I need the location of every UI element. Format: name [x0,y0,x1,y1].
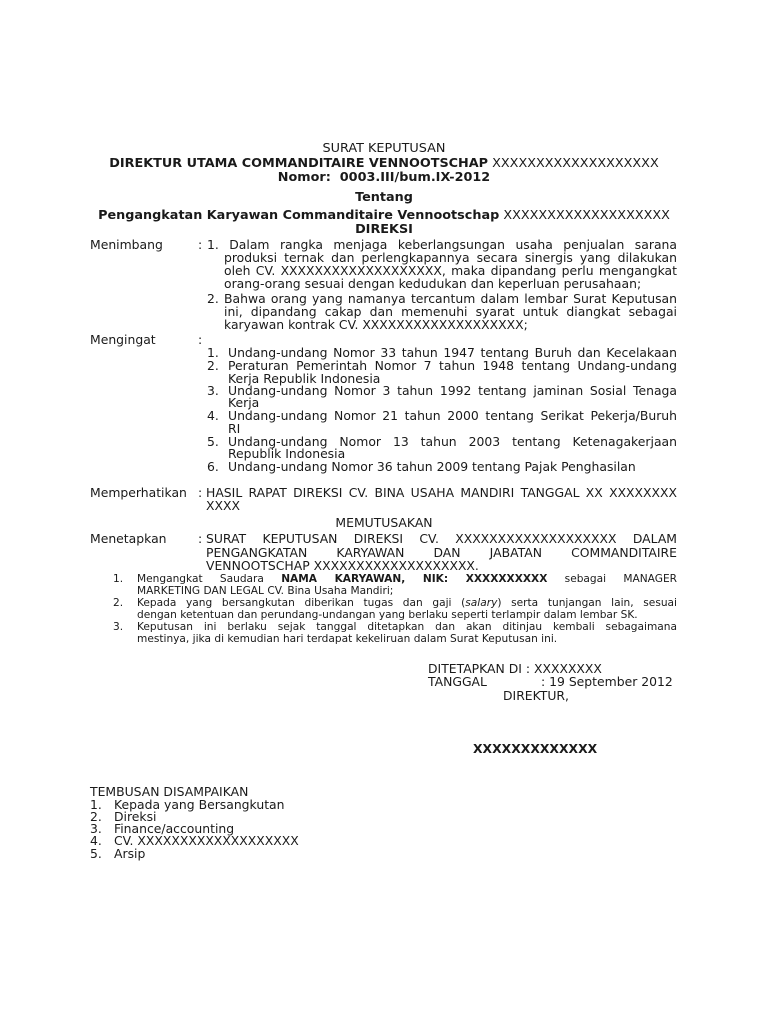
decision-2-post: ) serta tunjangan lain, sesuai [497,597,677,609]
tembusan-num-5: 5. [90,846,102,861]
mengingat-item-6-line1: Undang-undang Nomor 36 tahun 2009 tentang Pajak Penghasilan [228,459,636,474]
tembusan-num-3: 3. [90,821,102,836]
menimbang-item2-line2: ini, dipandang cakap dan memenuhi syarat untuk diangkat sebagai [224,304,677,319]
mengingat-colon: : [198,332,203,347]
mengingat-item-3-line2: Kerja [228,395,260,410]
tembusan-num-1: 1. [90,797,102,812]
subject-name: XXXXXXXXXXXXXXXXXXX [503,208,670,223]
decision-2-italic: salary [465,597,498,609]
decision-3-line2: mestinya, jika di kemudian hari terdapat kekeliruan dalam Surat Keputusan ini. [137,633,558,645]
decision-num-1: 1. [113,573,124,585]
mengingat-num-6: 6. [207,459,219,474]
mengingat-item-2-line2: Kerja Republik Indonesia [228,371,381,386]
mengingat-item-2-line1: Peraturan Pemerintah Nomor 7 tahun 1948 tentang Undang-undang [228,358,677,373]
menetapkan-line3: VENNOOTSCHAP XXXXXXXXXXXXXXXXXXX. [206,558,479,573]
mengingat-item-5-line2: Republik Indonesia [228,446,346,461]
mengingat-item-4-line2: RI [228,421,241,436]
mengingat-label: Mengingat [90,332,156,347]
signatory-name: XXXXXXXXXXXXX [473,741,598,756]
mengingat-num-5: 5. [207,434,219,449]
decision-num-2: 2. [113,597,124,609]
menimbang-item1-line4: orang-orang sesuai dengan kedudukan dan keperluan perusahaan; [224,276,642,291]
director-name: XXXXXXXXXXXXXXXXXXX [492,156,659,171]
memutuskan-heading: MEMUTUSAKAN [335,515,433,530]
decision-1-pre: Mengangkat Saudara [137,573,264,585]
ditetapkan-line: DITETAPKAN DI : XXXXXXXX [428,661,602,676]
tembusan-item-5: Arsip [114,846,146,861]
menimbang-item2-line3: karyawan kontrak CV. XXXXXXXXXXXXXXXXXXX; [224,317,528,332]
mengingat-item-1-line1: Undang-undang Nomor 33 tahun 1947 tentang Buruh dan Kecelakaan [228,345,677,360]
menimbang-item2-line1: 2. Bahwa orang yang namanya tercantum dalam lembar Surat Keputusan [207,291,677,306]
tembusan-item-1: Kepada yang Bersangkutan [114,797,285,812]
direksi-heading: DIREKSI [355,222,413,237]
director-prefix: DIREKTUR UTAMA COMMANDITAIRE VENNOOTSCHAP [109,156,489,171]
mengingat-item-3-line1: Undang-undang Nomor 3 tahun 1992 tentang jaminan Sosial Tenaga [228,383,677,398]
tembusan-num-4: 4. [90,833,102,848]
decision-1-bold: NAMA KARYAWAN, NIK: XXXXXXXXXX [281,573,548,585]
tembusan-item-3: Finance/accounting [114,821,235,836]
direktur-label: DIREKTUR, [503,688,569,703]
memperhatikan-colon: : [198,485,203,500]
tentang-heading: Tentang [355,190,413,205]
mengingat-num-1: 1. [207,345,219,360]
menimbang-item1-line1: 1. Dalam rangka menjaga keberlangsungan usaha penjualan sarana [207,237,677,252]
number-value: 0003.III/bum.IX-2012 [339,170,491,185]
menetapkan-colon: : [198,531,203,546]
menimbang-item1-line3: oleh CV. XXXXXXXXXXXXXXXXXXX, maka dipandang perlu mengangkat [224,263,677,278]
tembusan-item-2: Direksi [114,809,157,824]
number-label: Nomor: [277,170,331,185]
decision-1-line2: MARKETING DAN LEGAL CV. Bina Usaha Mandiri; [137,585,394,597]
menimbang-item1-line2: produksi ternak dan perlengkapannya secara sinergis yang dilakukan [224,250,677,265]
decision-1-post: sebagai MANAGER [564,573,677,585]
memperhatikan-label: Memperhatikan [90,485,187,500]
mengingat-num-4: 4. [207,408,219,423]
menetapkan-line1: SURAT KEPUTUSAN DIREKSI CV. XXXXXXXXXXXXXXXXXXX DALAM [206,531,677,546]
memperhatikan-line1: HASIL RAPAT DIREKSI CV. BINA USAHA MANDIRI TANGGAL XX XXXXXXXX [206,485,677,500]
number-line [0,170,768,186]
menimbang-label: Menimbang [90,237,163,252]
document-title: SURAT KEPUTUSAN [322,141,446,156]
menetapkan-line2: PENGANGKATAN KARYAWAN DAN JABATAN COMMANDITAIRE [206,545,677,560]
decision-3-line1: Keputusan ini berlaku sejak tanggal ditetapkan dan akan ditinjau kembali sebagaimana [137,621,677,633]
mengingat-num-2: 2. [207,358,219,373]
tanggal-value: : 19 September 2012 [541,674,673,689]
tembusan-title: TEMBUSAN DISAMPAIKAN [90,784,249,799]
memperhatikan-line2: XXXX [206,498,240,513]
tembusan-item-4: CV. XXXXXXXXXXXXXXXXXXX [114,833,299,848]
subject-prefix: Pengangkatan Karyawan Commanditaire Vennootschap [98,208,500,223]
decision-2-pre: Kepada yang bersangkutan diberikan tugas dan gaji ( [137,597,466,609]
tanggal-label: TANGGAL [428,674,487,689]
tembusan-num-2: 2. [90,809,102,824]
menetapkan-label: Menetapkan [90,531,167,546]
mengingat-num-3: 3. [207,383,219,398]
decision-num-3: 3. [113,621,124,633]
menimbang-colon: : [198,237,203,252]
mengingat-item-4-line1: Undang-undang Nomor 21 tahun 2000 tentang Serikat Pekerja/Buruh [228,408,677,423]
mengingat-item-5-line1: Undang-undang Nomor 13 tahun 2003 tentang Ketenagakerjaan [228,434,677,449]
decision-2-line2: dengan ketentuan dan perundang-undangan yang berlaku seperti terlampir dalam lembar SK. [137,609,638,621]
